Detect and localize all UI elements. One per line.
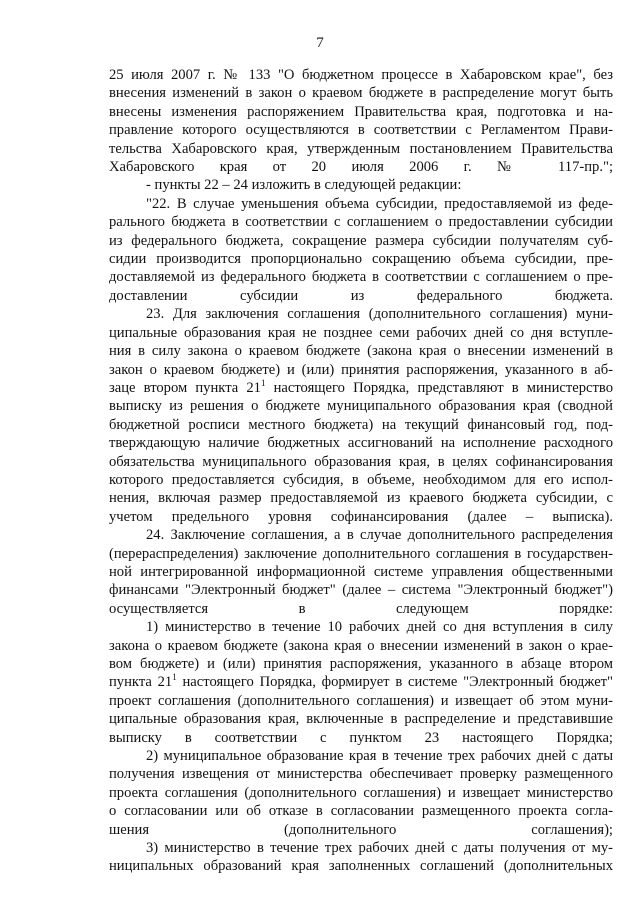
paragraph-24: [109, 526, 613, 618]
text-line: ниципальных образований края заполненных соглашений (дополнительных: [109, 858, 613, 875]
text-line: 25 июля 2007 г. № 133 "О бюджетном процессе в Хабаровском крае", без: [109, 67, 613, 83]
document-body: [109, 66, 613, 876]
text-line: ципальные образования края не позднее семи рабочих дней со дня вступле-: [109, 324, 613, 341]
text-line: которого предоставляется субсидия, в объеме, необходимом для его испол-: [109, 471, 613, 488]
text-line: бюджетной росписи местного бюджета) на текущий финансовый год, под-: [109, 416, 613, 433]
text-line: тверждающую наличие бюджетных ассигнований на исполнение расходного: [109, 435, 613, 452]
paragraph-intro-continuation: [109, 66, 613, 176]
text-line: шения (дополнительного соглашения);: [109, 821, 613, 838]
text-line: доставлении субсидии из федерального бюджета.: [109, 287, 613, 304]
text-line: получения извещения от министерства обеспечивает проверку размещенного: [109, 766, 613, 783]
paragraph-23: [109, 305, 613, 526]
text-line: Хабаровского края от 20 июля 2006 г. № 117-пр.";: [109, 159, 613, 176]
paragraph-22: [109, 195, 613, 305]
text-line: (перераспределения) заключение дополнительного соглашения в государствен-: [109, 545, 613, 562]
text-line: проект соглашения (дополнительного соглашения) и извещает об этом муни-: [109, 692, 613, 709]
text-line: обязательства муниципального образования края, в целях софинансирования: [109, 453, 613, 470]
text-line: вом бюджете) и (или) принятия распоряжения, указанного в абзаце втором: [109, 656, 613, 672]
text-line: из федерального бюджета, сокращение размера субсидии получателям суб-: [109, 232, 613, 249]
text-line: нения, включая размер предоставляемой из краевого бюджета субсидии, с: [109, 490, 613, 507]
text-line: 23. Для заключения соглашения (дополнительного соглашения) муни-: [146, 306, 613, 323]
text-line: настоящего Порядка, формирует в системе "Электронный бюджет": [176, 674, 614, 691]
text-line: выписку из решения о бюджете муниципального образования края (сводной: [109, 398, 613, 415]
paragraph-24-item-3: [109, 839, 613, 876]
text-line: проекта соглашения (дополнительного соглашения) и извещает министерство: [109, 784, 613, 801]
text-line: ной интегрированной информационной системе управления общественными: [109, 563, 613, 580]
text-line: пункта 21: [109, 674, 173, 691]
paragraph-24-item-2: [109, 747, 613, 839]
text-line: осуществляется в следующем порядке:: [109, 600, 613, 617]
text-line: закон о краевом бюджете) и (или) принятия распоряжения, указанного в аб-: [109, 361, 613, 378]
text-line: 3) министерство в течение трех рабочих дней с даты получения от му-: [146, 840, 613, 857]
text-line: 2) муниципальное образование края в течение трех рабочих дней с даты: [146, 748, 613, 765]
text-line: настоящего Порядка, представляют в министерство: [265, 379, 613, 396]
text-line: доставляемой из федерального бюджета в соответствии с соглашением о пре-: [109, 269, 613, 286]
text-line: тельства Хабаровского края, утвержденным постановлением Правительства: [109, 140, 613, 157]
text-line: 24. Заключение соглашения, а в случае дополнительного распределения: [146, 527, 613, 544]
paragraph-24-item-1: [109, 618, 613, 747]
text-line: финансами "Электронный бюджет" (далее – система "Электронный бюджет"): [109, 582, 613, 599]
superscript-index: 1: [260, 377, 266, 388]
text-line: 1) министерство в течение 10 рабочих дней со дня вступления в силу: [146, 619, 613, 636]
text-line: учетом предельного уровня софинансирования (далее – выписка).: [109, 508, 613, 525]
text-line: сидии производится пропорционально сокращению объема субсидии, пре-: [109, 251, 613, 268]
text-line: о согласовании или об отказе в согласовании размещенного проекта согла-: [109, 803, 613, 820]
paragraph-items-22-24: [109, 176, 613, 194]
text-line: выписку в соответствии с пунктом 23 настоящего Порядка;: [109, 729, 613, 746]
text-line: ципальные образования края, включенные в распределение и представившие: [109, 711, 613, 728]
text-line: рального бюджета в соответствии с соглашением о предоставлении субсидии: [109, 214, 613, 231]
text-line: заце втором пункта 21: [109, 379, 261, 396]
superscript-index: 1: [172, 672, 177, 683]
text-line: - пункты 22 – 24 изложить в следующей редакции:: [146, 177, 462, 194]
page-number: 7: [316, 35, 324, 51]
text-line: внесения изменений в закон о краевом бюджете в распределение могут быть: [109, 85, 613, 102]
text-line: внесены изменения распоряжением Правительства края, подготовка и на-: [109, 103, 613, 120]
text-line: "22. В случае уменьшения объема субсидии, предоставляемой из феде-: [146, 195, 613, 212]
text-line: закона о краевом бюджете (закона края о внесении изменений в закон о крае-: [109, 637, 613, 654]
text-line: ния в силу закона о краевом бюджете (закона края о внесении изменений в: [109, 343, 613, 360]
text-line: правление которого осуществляются в соответствии с Регламентом Прави-: [109, 122, 613, 139]
